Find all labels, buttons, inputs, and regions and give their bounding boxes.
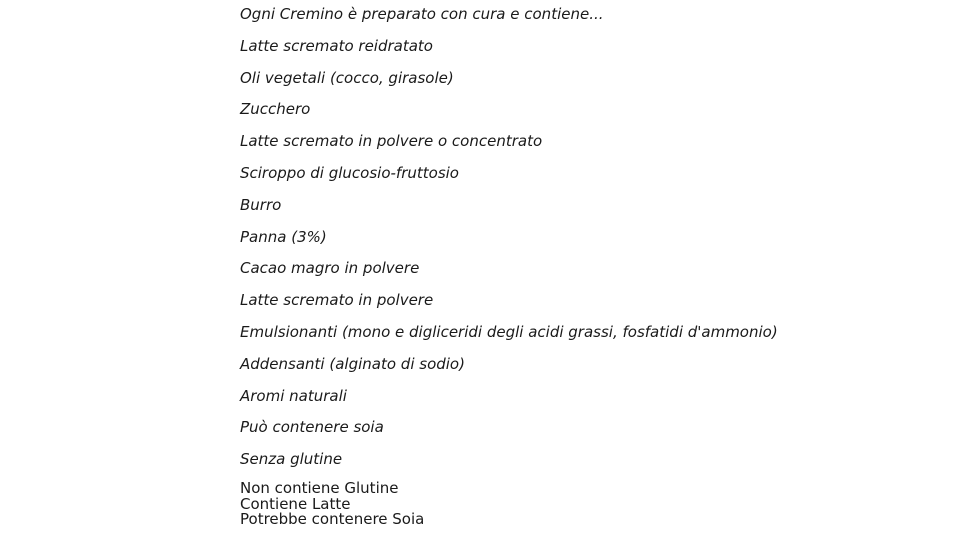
allergen-line: Contiene Latte — [240, 494, 351, 513]
ingredient-item: Aromi naturali — [240, 386, 347, 405]
ingredient-item: Panna (3%) — [240, 227, 327, 246]
ingredient-item: Cacao magro in polvere — [240, 259, 420, 278]
ingredients-document — [240, 4, 940, 528]
ingredient-item: Latte scremato in polvere o concentrato — [240, 132, 543, 151]
ingredient-item: Oli vegetali (cocco, girasole) — [240, 68, 454, 87]
ingredient-item: Senza glutine — [240, 450, 343, 469]
allergen-line: Non contiene Glutine — [240, 478, 399, 497]
ingredient-item: Latte scremato in polvere — [240, 291, 434, 310]
allergen-info — [240, 478, 940, 529]
ingredient-item: Sciroppo di glucosio-fruttosio — [240, 163, 459, 182]
ingredient-item: Emulsionanti (mono e digliceridi degli acidi grassi, fosfatidi d'ammonio) — [240, 322, 778, 341]
ingredient-item: Addensanti (alginato di sodio) — [240, 354, 465, 373]
ingredient-item: Zucchero — [240, 100, 311, 119]
allergen-line: Potrebbe contenere Soia — [240, 510, 425, 529]
ingredient-item: Latte scremato reidratato — [240, 36, 433, 55]
ingredient-item: Burro — [240, 195, 282, 214]
intro-text: Ogni Cremino è preparato con cura e contiene... — [240, 5, 604, 23]
ingredient-item: Può contenere soia — [240, 418, 384, 437]
